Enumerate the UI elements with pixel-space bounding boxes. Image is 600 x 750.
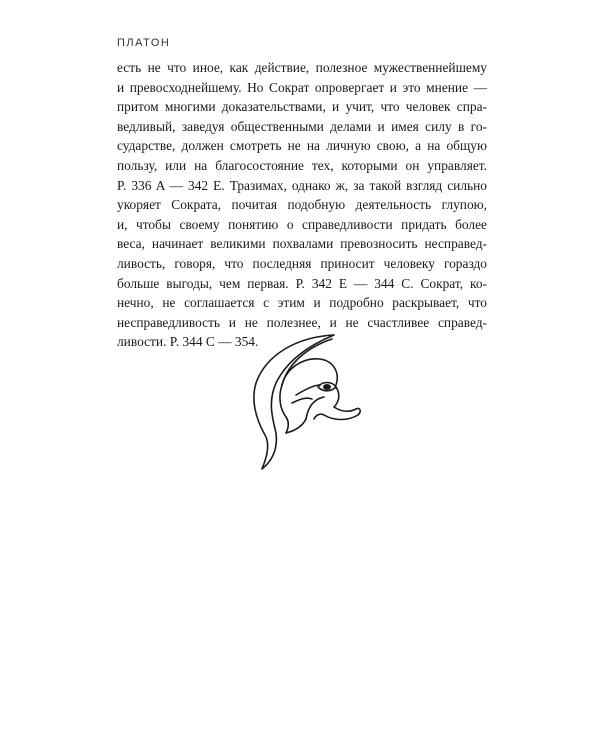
text-line: больше выгоды, чем первая. P. 342 E — 344 C. Сократ, ко-	[117, 275, 487, 291]
text-line: притом многими доказательствами, и учит, что человек спра-	[117, 99, 487, 115]
text-line: сударстве, должен смотреть не на личную свою, а на общую	[117, 138, 487, 154]
text-line: веса, начинает великими похвалами превозносить несправед-	[117, 236, 487, 252]
body-text	[117, 58, 487, 352]
text-line: и превосходнейшему. Но Сократ опровергает и это мнение —	[117, 79, 487, 95]
text-line: пользу, или на благосостояние тех, которыми он управляет.	[117, 157, 487, 173]
text-line: ливость, говоря, что последняя приносит человеку гораздо	[117, 255, 487, 271]
text-line: ливости. P. 344 C — 354.	[117, 334, 259, 350]
text-line: есть не что иное, как действие, полезное мужественнейшему	[117, 60, 487, 75]
text-line: несправедливость и не полезнее, и не счастливее справед-	[117, 314, 487, 330]
text-line: укоряет Сократа, почитая подобную деятельность глупою,	[117, 197, 487, 213]
text-line: и, чтобы своему понятию о справедливости придать более	[117, 216, 487, 232]
text-line: P. 336 A — 342 E. Тразимах, однако ж, за такой взгляд сильно	[117, 177, 487, 193]
text-line: ведливый, заведуя общественными делами и имея силу в го-	[117, 118, 487, 134]
greek-helmet-icon	[236, 333, 366, 473]
text-line: нечно, не соглашается с этим и подробно раскрывает, что	[117, 295, 487, 311]
running-head: ПЛАТОН	[117, 37, 171, 49]
